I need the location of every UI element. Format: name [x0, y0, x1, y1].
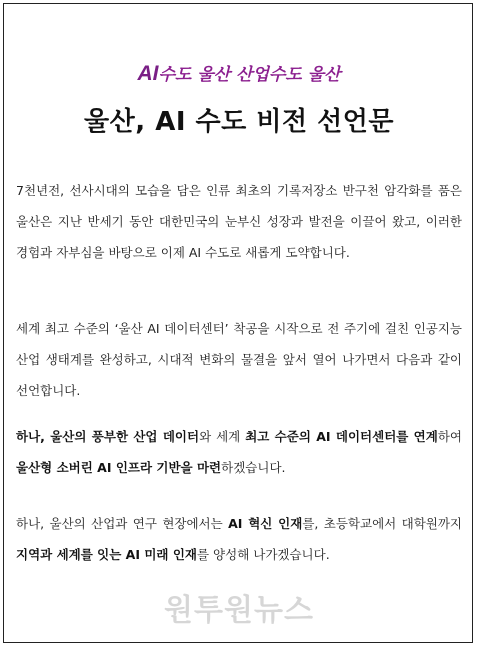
slogan-banner — [0, 60, 478, 86]
pledge-1-text-4: 하겠습니다. — [221, 460, 286, 475]
slogan-ai: AI — [137, 62, 159, 85]
pledge-1 — [16, 421, 462, 483]
pledge-2-bold-1: AI 혁신 인재 — [228, 516, 303, 531]
pledge-1-bold-2: 최고 수준의 AI 데이터센터를 연계 — [245, 429, 438, 444]
page-title: 울산, AI 수도 비전 선언문 — [84, 107, 394, 137]
pledge-1-bold-1: 풍부한 산업 데이터 — [91, 429, 200, 444]
pledge-2-text-1: 하나, 울산의 산업과 연구 현장에서는 — [16, 516, 229, 531]
pledge-2 — [16, 508, 462, 570]
pledge-2-bold-2: 지역과 세계를 잇는 AI 미래 인재 — [16, 547, 197, 562]
slogan-text: 수도 울산 산업수도 울산 — [158, 65, 341, 85]
pledge-1-lead: 하나, 울산의 — [16, 429, 92, 444]
pledge-2-text-3: 를 양성해 나가겠습니다. — [197, 547, 330, 562]
pledge-1-bold-3: 울산형 소버린 AI 인프라 기반을 마련 — [16, 460, 222, 475]
pledge-1-text-2: 와 세계 — [199, 429, 246, 444]
pledge-1-text-3: 하여 — [437, 429, 462, 444]
pledge-2-text-2: 를, 초등학교에서 대학원까지 — [302, 516, 462, 531]
watermark-logo: 원투원뉴스 — [164, 593, 314, 628]
paragraph-declaration: 세계 최고 수준의 ‘울산 AI 데이터센터’ 착공을 시작으로 전 주기에 걸친 인공지능 산업 생태계를 완성하고, 시대적 변화의 물결을 앞서 열어 나가면서 다음과 같이 선언합니다. — [16, 321, 462, 398]
paragraph-intro: 7천년전, 선사시대의 모습을 담은 인류 최초의 기록저장소 반구천 암각화를 품은 울산은 지난 반세기 동안 대한민국의 눈부신 성장과 발전을 이끌어 왔고, 이러한 경험과 자부심을 바탕으로 이제 AI 수도로 새롭게 도약합니다. — [16, 183, 462, 260]
